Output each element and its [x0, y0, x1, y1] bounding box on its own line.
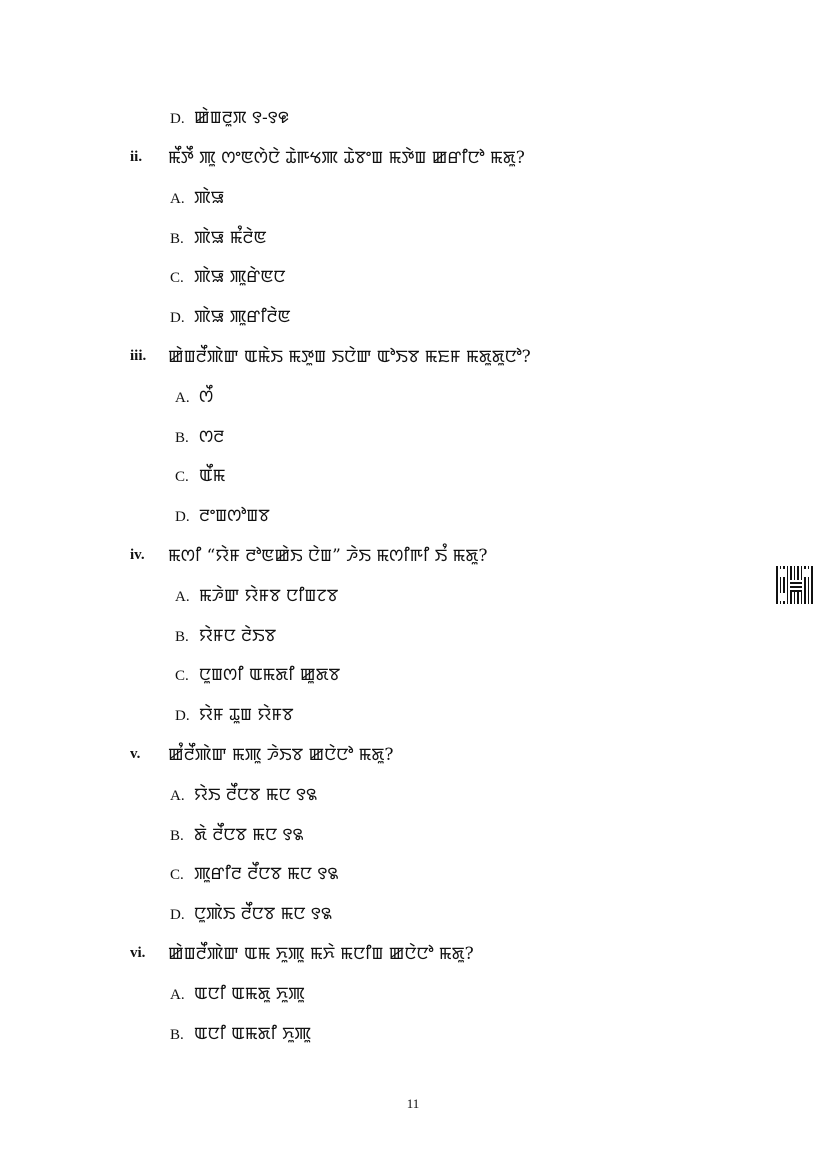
option-b [175, 624, 276, 648]
option-b [170, 823, 304, 847]
option-text: ꯌꯥꯝ ꯊꯨꯡ ꯌꯥꯝꯕ [199, 705, 294, 725]
question-text: ꯃꯁꯤ “ꯌꯥꯝ ꯂꯣꯟꯀꯥꯏ ꯅꯥꯡ” ꯍꯥꯏ ꯃꯁꯤꯒꯤ ꯏꯪ ꯃꯗꯨ? [168, 546, 488, 566]
option-a [175, 584, 338, 608]
option-label: B. [175, 430, 189, 446]
option-text: ꯂꯦꯡꯁꯣꯡꯕ [199, 506, 270, 526]
question-number: iv. [130, 547, 145, 563]
question-number: iii. [130, 348, 147, 364]
option-b [170, 226, 267, 250]
option-text: ꯄꯥꯎ [194, 188, 225, 208]
question-number: ii. [130, 149, 143, 165]
option-text: ꯅꯨꯄꯥꯏ ꯂꯩꯅꯕ ꯃꯅ ꯱꯲ [194, 904, 332, 924]
option-label: C. [170, 270, 184, 286]
question-v [0, 743, 826, 767]
option-text: ꯃꯍꯥꯛ ꯌꯥꯝꯕ ꯅꯤꯡꯖꯕ [199, 586, 339, 606]
option-d [170, 305, 291, 329]
question-vi [0, 942, 826, 966]
question-text: ꯀꯥꯡꯂꯩꯄꯥꯛ ꯑꯃꯥꯏ ꯃꯇꯨꯡ ꯏꯅꯥꯛ ꯑꯣꯏꯕ ꯃꯐꯝ ꯃꯗꯨꯗꯨꯅꯣ? [168, 347, 531, 367]
option-a [170, 982, 305, 1006]
option-a [170, 783, 317, 807]
option-b [175, 425, 224, 449]
option-text: ꯅꯨꯡꯁꯤ ꯑꯃꯗꯤ ꯀꯨꯗꯕ [199, 665, 341, 685]
question-text: ꯀꯪꯂꯩꯄꯥꯛ ꯃꯄꯨ ꯍꯥꯏꯕ ꯀꯅꯥꯅꯣ ꯃꯗꯨ? [168, 745, 394, 765]
option-text: ꯀꯥꯡꯂꯨꯞ ꯱-꯱꯶ [194, 108, 290, 128]
option-label: A. [170, 788, 185, 804]
option-label: D. [170, 111, 185, 127]
option-text: ꯄꯨꯔꯤꯂ ꯂꯩꯅꯕ ꯃꯅ ꯱꯲ [194, 864, 339, 884]
option-label: C. [175, 668, 189, 684]
option-text: ꯁꯂ [199, 427, 225, 447]
option-c [170, 862, 338, 886]
option-text: ꯄꯥꯎ ꯄꯨꯔꯤꯂꯥꯟ [194, 307, 291, 327]
option-text: ꯄꯥꯎ ꯃꯪꯂꯥꯟ [194, 228, 267, 248]
option-label: D. [175, 509, 190, 525]
option-d [170, 902, 332, 926]
question-ii [0, 146, 826, 170]
option-label: D. [175, 708, 190, 724]
question-iii [0, 345, 826, 369]
option-label: D. [170, 310, 185, 326]
option-label: C. [170, 867, 184, 883]
option-label: D. [170, 907, 185, 923]
question-iv [0, 544, 826, 568]
option-a [175, 385, 213, 409]
option-d [175, 703, 294, 727]
option-label: A. [170, 987, 185, 1003]
question-number: vi. [130, 945, 146, 961]
option-text: ꯑꯅꯤ ꯑꯃꯗꯤ ꯈꯨꯄꯨ [194, 1024, 312, 1044]
option-label: A. [170, 191, 185, 207]
option-label: C. [175, 469, 189, 485]
question-text: ꯀꯥꯡꯂꯩꯄꯥꯛ ꯑꯃ ꯈꯨꯄꯨ ꯃꯈꯥ ꯃꯅꯤꯡ ꯀꯅꯥꯅꯣ ꯃꯗꯨ? [168, 944, 474, 964]
option-text: ꯗꯥ ꯂꯩꯅꯕ ꯃꯅ ꯱꯲ [194, 825, 304, 845]
option-d [175, 504, 270, 528]
option-text: ꯌꯥꯝꯅ ꯂꯥꯏꯕ [199, 626, 277, 646]
option-d [170, 106, 289, 130]
option-c [170, 265, 285, 289]
question-number: v. [130, 746, 141, 762]
page-number: 11 [406, 1096, 420, 1111]
option-b [170, 1022, 311, 1046]
option-text: ꯄꯥꯎ ꯄꯨꯔꯥꯟꯅ [194, 267, 286, 287]
option-label: B. [175, 629, 189, 645]
option-c [175, 464, 225, 488]
option-label: A. [175, 390, 190, 406]
qr-code-icon[interactable] [776, 566, 814, 604]
option-label: B. [170, 828, 184, 844]
option-a [170, 186, 224, 210]
question-text: ꯃꯩꯇꯩ ꯄꯨ ꯁꯦꯟꯁꯥꯅꯥ ꯊꯥꯒꯠꯄ ꯊꯥꯕꯦꯡ ꯃꯇꯥꯡ ꯀꯔꯤꯅꯣ ꯃꯗꯨ? [168, 148, 525, 168]
option-text: ꯑꯩꯃ [199, 466, 226, 486]
option-label: B. [170, 1027, 184, 1043]
option-label: A. [175, 589, 190, 605]
option-text: ꯁꯩ [199, 387, 214, 407]
option-label: B. [170, 231, 184, 247]
option-text: ꯑꯅꯤ ꯑꯃꯗꯨ ꯈꯨꯄꯨ [194, 984, 305, 1004]
option-c [175, 663, 340, 687]
option-text: ꯌꯥꯏ ꯂꯩꯅꯕ ꯃꯅ ꯱꯲ [194, 785, 318, 805]
